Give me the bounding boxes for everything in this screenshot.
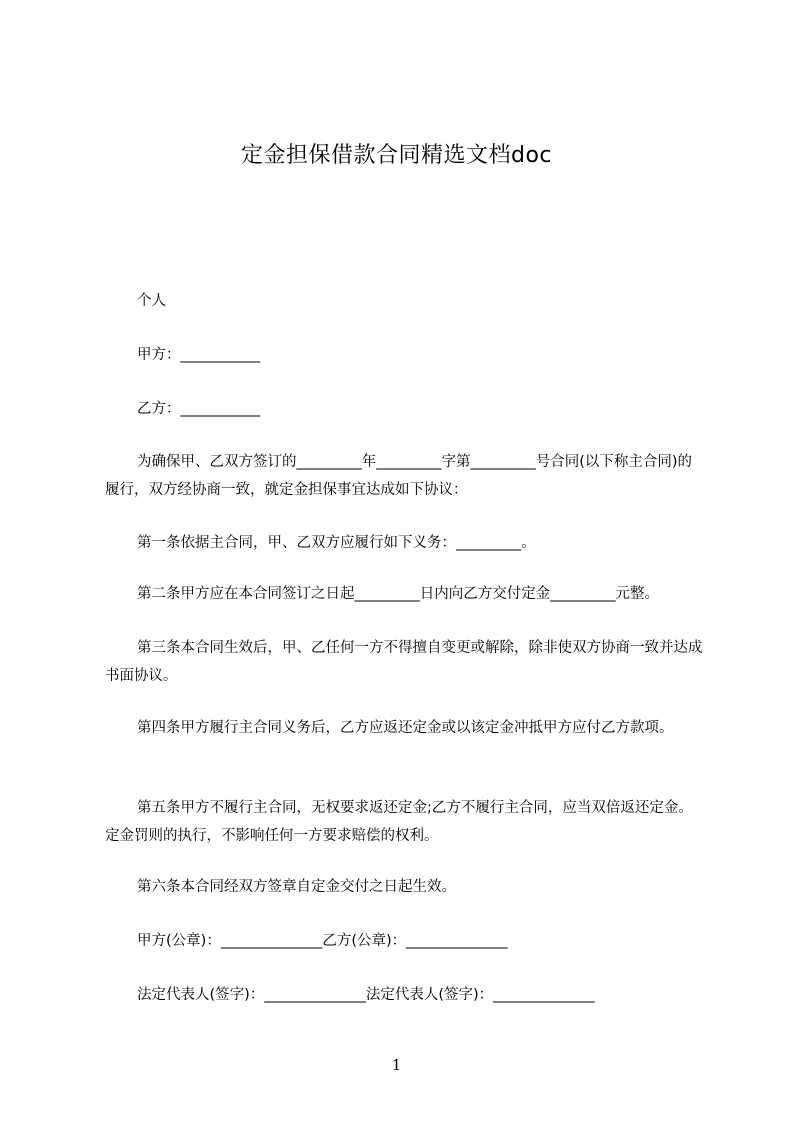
paragraph-article-2 <box>105 580 705 608</box>
page-number: 1 <box>391 1056 402 1074</box>
paragraph-article-6 <box>105 873 705 901</box>
paragraph-text: 甲方(公章)：______________乙方(公章)：______________ <box>137 933 508 949</box>
paragraph-text: 乙方：___________ <box>137 401 261 417</box>
paragraph-party-type <box>105 287 705 315</box>
paragraph-article-1 <box>105 529 705 557</box>
paragraph-text: 个人 <box>137 293 166 309</box>
paragraph-seals <box>105 927 705 955</box>
paragraph-article-4 <box>105 714 705 742</box>
paragraph-party-a <box>105 341 705 369</box>
paragraph-preamble <box>105 448 705 504</box>
paragraph-article-3 <box>105 634 705 690</box>
paragraph-text: 第五条甲方不履行主合同，无权要求返还定金;乙方不履行主合同，应当双倍返还定金。定金罚则的执行，不影响任何一方要求赔偿的权利。 <box>105 800 693 844</box>
paragraph-text: 法定代表人(签字)：______________法定代表人(签字)：______________ <box>137 987 595 1003</box>
paragraph-signatures <box>105 981 705 1009</box>
paragraph-text: 第四条甲方履行主合同义务后，乙方应返还定金或以该定金冲抵甲方应付乙方款项。 <box>137 720 674 736</box>
paragraph-text: 甲方：___________ <box>137 347 261 363</box>
paragraph-text: 第六条本合同经双方签章自定金交付之日起生效。 <box>137 879 456 895</box>
paragraph-party-b <box>105 395 705 423</box>
document-title: 定金担保借款合同精选文档doc <box>240 143 553 168</box>
paragraph-article-5 <box>105 794 705 850</box>
paragraph-text: 第三条本合同生效后，甲、乙任何一方不得擅自变更或解除，除非使双方协商一致并达成书面协议。 <box>105 640 703 684</box>
paragraph-text: 为确保甲、乙双方签订的_________年_________字第_________号合同(以下称主合同)的履行，双方经协商一致，就定金担保事宜达成如下协议： <box>105 454 693 498</box>
paragraph-text: 第一条依据主合同，甲、乙双方应履行如下义务：_________。 <box>137 535 536 551</box>
paragraph-text: 第二条甲方应在本合同签订之日起_________日内向乙方交付定金_________元整。 <box>137 586 659 602</box>
